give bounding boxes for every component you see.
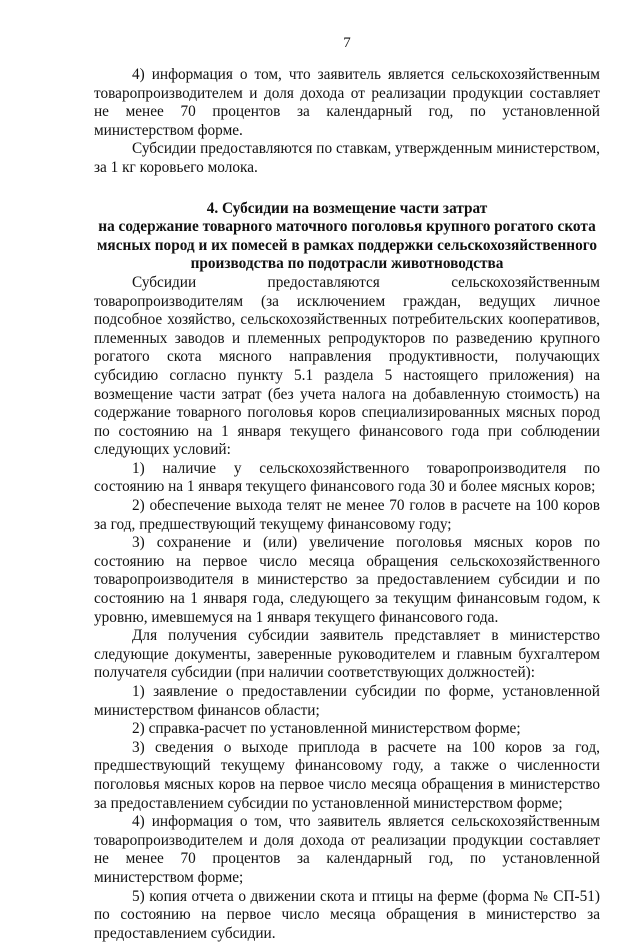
document-item-4: 4) информация о том, что заявитель является сельскохозяйственным товаропроизводителем и доля дохода от реализации продукции составляет не менее 70 процентов за календарный год, по установленной министерством форме; [94,813,600,886]
condition-2: 2) обеспечение выхода телят не менее 70 голов в расчете на 100 коров за год, предшествующий текущему финансовому году; [94,497,600,533]
page-number: 7 [343,35,351,51]
condition-3: 3) сохранение и (или) увеличение поголовья мясных коров по состоянию на первое число месяца обращения сельскохозяйственного товаропроизводителя в министерство за предоставлением субсидии и по состоянию на 1 января года, следующего за текущим финансовым годом, к уровню, имевшемуся на 1 января текущего финансового года. [94,534,600,626]
section-title [94,200,600,274]
documents-intro: Для получения субсидии заявитель представляет в министерство следующие документы, заверенные руководителем и главным бухгалтером получателя субсидии (при наличии соответствующих должностей): [94,627,600,682]
paragraph-top-1: 4) информация о том, что заявитель является сельскохозяйственным товаропроизводителем и доля дохода от реализации продукции составляет не менее 70 процентов за календарный год, по установленной министерством форме. [94,66,600,139]
paragraph-top-2: Субсидии предоставляются по ставкам, утвержденным министерством, за 1 кг коровьего молока. [94,140,600,176]
section-title-line-4: производства по подотрасли животноводства [190,255,504,273]
document-item-5: 5) копия отчета о движении скота и птицы на ферме (форма № СП-51) по состоянию на первое число месяца обращения в министерство за предоставлением субсидии. [94,887,600,942]
section-title-line-2: на содержание товарного маточного поголовья крупного рогатого скота [98,218,596,236]
document-item-2: 2) справка-расчет по установленной министерством форме; [132,720,521,738]
condition-1: 1) наличие у сельскохозяйственного товаропроизводителя по состоянию на 1 января текущего финансового года 30 и более мясных коров; [94,459,600,496]
section-paragraph-intro: Субсидии предоставляются сельскохозяйственным товаропроизводителям (за исключением граждан, ведущих личное подсобное хозяйство, сельскохозяйственных потребительских кооперативов, племенных заводов и племенных репродукторов по разведению крупного рогатого скота мясного направления продуктивности, получающих субсидию согласно пункту 5.1 раздела 5 настоящего приложения) на возмещение части затрат (без учета налога на добавленную стоимость) на содержание товарного поголовья коров специализированных мясных пород по состоянию на 1 января текущего финансового года при соблюдении следующих условий: [94,273,600,459]
document-page [94,34,600,943]
section-title-line-3: мясных пород и их помесей в рамках поддержки сельскохозяйственного [97,236,597,254]
document-item-1: 1) заявление о предоставлении субсидии по форме, установленной министерством финансов области; [94,683,600,719]
section-spacer [94,178,600,200]
section-title-line-1: 4. Субсидии на возмещение части затрат [206,199,488,217]
document-item-3: 3) сведения о выходе приплода в расчете на 100 коров за год, предшествующий текущему финансовому году, а также о численности поголовья мясных коров на первое число месяца обращения в министерство за предоставлением субсидии по установленной министерством форме; [94,738,600,812]
